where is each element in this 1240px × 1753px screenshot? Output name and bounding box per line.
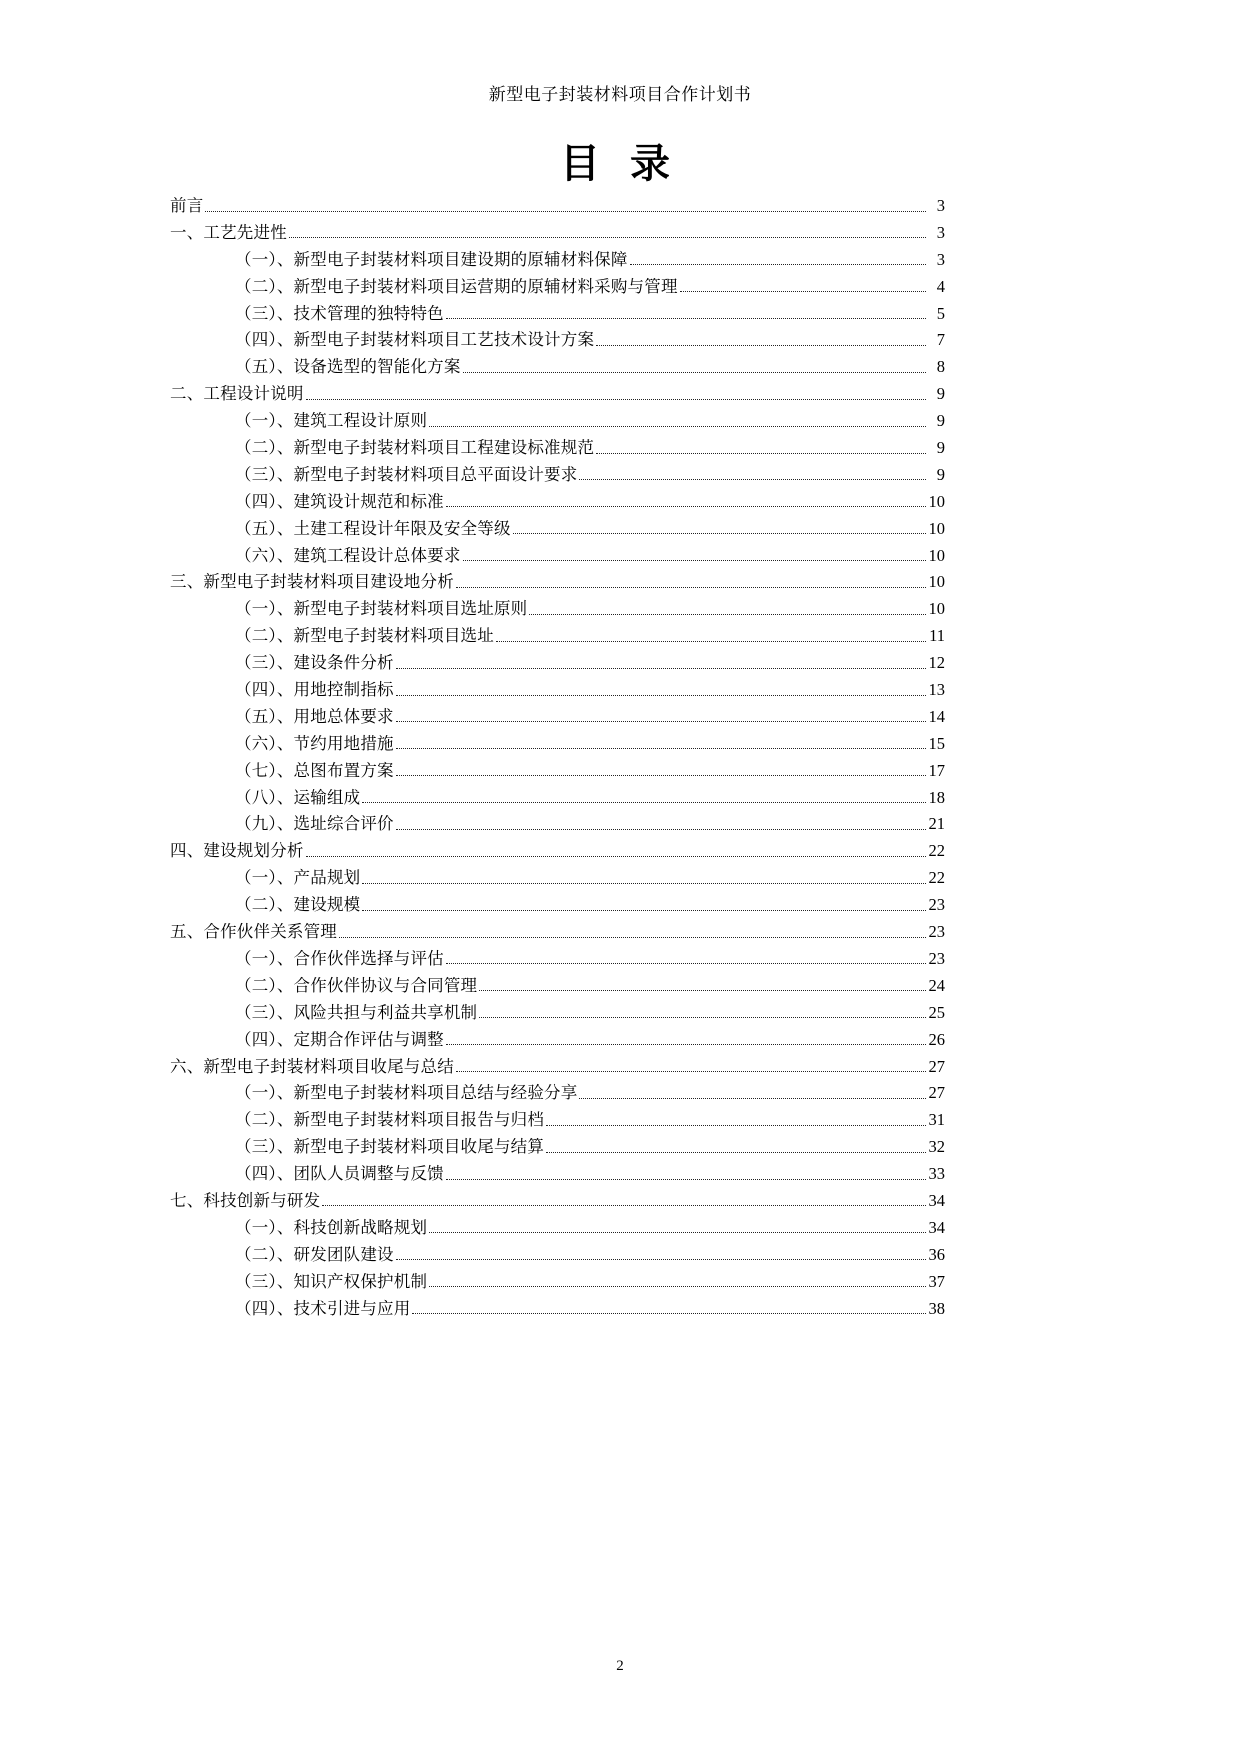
toc-entry-page-number: 12 [928,653,945,673]
toc-entry-page-number: 21 [928,814,945,834]
toc-leader-dots [446,1178,926,1180]
toc-leader-dots [446,1043,926,1045]
toc-entry[interactable] [170,198,945,215]
toc-entry-label: 七、科技创新与研发 [170,1190,321,1210]
toc-leader-dots [513,532,926,534]
toc-leader-dots [463,371,926,373]
toc-entry-label: （二）、新型电子封装材料项目报告与归档 [235,1110,545,1130]
toc-entry-page-number: 3 [936,249,945,269]
toc-entry-page-number: 10 [928,572,945,592]
toc-entry-page-number: 9 [936,411,945,431]
toc-entry-label: 五、合作伙伴关系管理 [170,922,337,942]
toc-leader-dots [630,263,926,265]
toc-entry[interactable] [170,706,945,726]
toc-entry[interactable] [170,276,945,296]
toc-entry[interactable] [170,440,945,457]
toc-entry[interactable] [170,1029,945,1049]
toc-leader-dots [289,236,926,238]
toc-entry-page-number: 13 [928,680,945,700]
toc-entry-page-number: 9 [936,438,945,458]
toc-leader-dots [546,1124,926,1126]
toc-entry-label: （一）、合作伙伴选择与评估 [235,948,444,968]
toc-entry-label: （三）、建设条件分析 [235,653,394,673]
toc-leader-dots [680,290,926,292]
toc-leader-dots [396,667,926,669]
toc-entry[interactable] [170,1166,945,1183]
toc-entry-page-number: 23 [928,922,945,942]
toc-entry[interactable] [170,843,945,860]
toc-entry-label: （四）、技术引进与应用 [235,1298,411,1318]
toc-leader-dots [412,1312,926,1314]
toc-entry-label: 一、工艺先进性 [170,222,287,242]
toc-leader-dots [396,1258,926,1260]
toc-entry[interactable] [170,1002,945,1022]
toc-entry-label: （四）、定期合作评估与调整 [235,1029,444,1049]
toc-entry-page-number: 10 [928,491,945,511]
toc-entry[interactable] [170,1190,945,1210]
toc-entry[interactable] [170,1244,945,1264]
toc-entry[interactable] [170,628,945,645]
toc-entry-label: （五）、设备选型的智能化方案 [235,357,461,377]
toc-entry-label: （三）、风险共担与利益共享机制 [235,1002,478,1022]
toc-entry-page-number: 27 [928,1083,945,1103]
toc-entry-page-number: 5 [936,303,945,323]
table-of-contents [170,198,945,1327]
toc-entry-page-number: 32 [928,1137,945,1157]
toc-entry-page-number: 11 [929,626,945,646]
toc-entry-page-number: 25 [928,1002,945,1022]
toc-entry-page-number: 9 [936,384,945,404]
toc-entry-label: 二、工程设计说明 [170,384,304,404]
toc-leader-dots [396,828,926,830]
toc-entry-label: （二）、建设规模 [235,895,361,915]
toc-leader-dots [362,909,926,911]
page-header: 新型电子封装材料项目合作计划书 [488,85,752,104]
toc-entry[interactable] [170,386,945,403]
toc-entry-label: （七）、总图布置方案 [235,760,394,780]
toc-entry-label: 前言 [170,196,204,215]
toc-entry[interactable] [170,924,945,941]
toc-entry-label: 四、建设规划分析 [170,841,304,861]
toc-entry-label: （二）、合作伙伴协议与合同管理 [235,975,478,995]
toc-entry[interactable] [170,518,945,538]
toc-entry-page-number: 9 [936,464,945,484]
toc-entry-page-number: 8 [936,357,945,377]
toc-leader-dots [306,855,926,857]
toc-entry-page-number: 3 [936,196,945,215]
toc-entry[interactable] [170,1217,945,1237]
toc-entry[interactable] [170,760,945,780]
toc-entry-label: （一）、产品规划 [235,868,361,888]
toc-leader-dots [596,452,926,454]
toc-entry[interactable] [170,601,945,618]
toc-leader-dots [446,962,926,964]
toc-entry[interactable] [170,1298,945,1318]
toc-entry-label: （六）、节约用地措施 [235,733,394,753]
toc-entry-label: （九）、选址综合评价 [235,814,394,834]
toc-entry[interactable] [170,816,945,833]
toc-leader-dots [463,559,926,561]
toc-entry-page-number: 26 [928,1029,945,1049]
toc-entry-label: （二）、研发团队建设 [235,1244,394,1264]
toc-entry-page-number: 23 [928,948,945,968]
toc-entry[interactable] [170,682,945,699]
toc-entry[interactable] [170,249,945,269]
toc-entry-page-number: 4 [936,276,945,296]
page-number-footer: 2 [616,1658,624,1674]
toc-leader-dots [456,1070,926,1072]
toc-leader-dots [579,1097,926,1099]
toc-entry-label: （四）、用地控制指标 [235,680,394,700]
toc-entry-label: （二）、新型电子封装材料项目运营期的原辅材料采购与管理 [235,276,678,296]
toc-entry[interactable] [170,733,945,753]
toc-leader-dots [396,694,926,696]
toc-leader-dots [596,344,926,346]
toc-leader-dots [396,747,926,749]
toc-entry[interactable] [170,1139,945,1156]
toc-leader-dots [446,317,926,319]
toc-leader-dots [456,586,926,588]
toc-entry-page-number: 18 [928,787,945,807]
toc-entry-page-number: 7 [936,330,945,350]
toc-entry[interactable] [170,303,945,323]
toc-entry-page-number: 10 [928,599,945,619]
toc-entry-page-number: 33 [928,1164,945,1184]
toc-entry-label: （六）、建筑工程设计总体要求 [235,545,461,565]
toc-entry-label: （五）、用地总体要求 [235,706,394,726]
toc-leader-dots [396,774,926,776]
toc-entry-label: 三、新型电子封装材料项目建设地分析 [170,572,454,592]
toc-entry-page-number: 34 [928,1190,945,1210]
toc-entry-label: （一）、新型电子封装材料项目选址原则 [235,599,528,619]
toc-entry-page-number: 10 [928,518,945,538]
toc-leader-dots [322,1204,926,1206]
toc-entry-label: （五）、土建工程设计年限及安全等级 [235,518,511,538]
toc-entry-page-number: 31 [928,1110,945,1130]
toc-entry-label: （一）、科技创新战略规划 [235,1217,428,1237]
toc-leader-dots [446,505,926,507]
toc-leader-dots [429,1285,926,1287]
toc-entry-label: （一）、建筑工程设计原则 [235,411,428,431]
toc-entry[interactable] [170,948,945,968]
toc-leader-dots [546,1151,926,1153]
toc-entry[interactable] [170,1085,945,1102]
toc-entry-label: （三）、新型电子封装材料项目收尾与结算 [235,1137,545,1157]
toc-leader-dots [529,613,926,615]
toc-entry[interactable] [170,332,945,349]
toc-entry-page-number: 22 [928,868,945,888]
toc-leader-dots [429,425,926,427]
toc-entry[interactable] [170,222,945,242]
toc-leader-dots [579,478,926,480]
toc-leader-dots [205,210,926,212]
toc-entry[interactable] [170,413,945,430]
toc-entry-label: （四）、新型电子封装材料项目工艺技术设计方案 [235,330,595,350]
toc-entry[interactable] [170,545,945,565]
toc-entry-page-number: 3 [936,222,945,242]
toc-leader-dots [362,882,926,884]
toc-entry[interactable] [170,464,945,484]
toc-entry-page-number: 10 [928,545,945,565]
toc-entry-label: （二）、新型电子封装材料项目选址 [235,626,494,646]
toc-entry-label: （三）、技术管理的独特特色 [235,303,444,323]
toc-entry-label: （二）、新型电子封装材料项目工程建设标准规范 [235,438,595,458]
toc-entry-label: （三）、知识产权保护机制 [235,1271,428,1291]
toc-entry-label: （一）、新型电子封装材料项目总结与经验分享 [235,1083,578,1103]
toc-entry-page-number: 14 [928,706,945,726]
toc-entry-page-number: 34 [928,1217,945,1237]
toc-leader-dots [429,1231,926,1233]
toc-entry-label: （四）、团队人员调整与反馈 [235,1164,444,1184]
toc-leader-dots [496,640,926,642]
toc-entry[interactable] [170,491,945,511]
toc-leader-dots [396,720,926,722]
toc-entry-page-number: 24 [928,975,945,995]
toc-leader-dots [479,989,926,991]
toc-entry[interactable] [170,975,945,995]
toc-entry-label: （四）、建筑设计规范和标准 [235,491,444,511]
toc-entry-label: （一）、新型电子封装材料项目建设期的原辅材料保障 [235,249,628,269]
toc-entry-label: （八）、运输组成 [235,787,361,807]
toc-entry[interactable] [170,1271,945,1291]
toc-leader-dots [362,801,926,803]
toc-entry-page-number: 17 [928,760,945,780]
toc-entry-page-number: 27 [928,1056,945,1076]
toc-entry-page-number: 37 [928,1271,945,1291]
toc-leader-dots [306,398,926,400]
toc-entry-page-number: 15 [928,733,945,753]
toc-entry[interactable] [170,897,945,914]
toc-entry[interactable] [170,787,945,807]
toc-leader-dots [479,1016,926,1018]
toc-entry-page-number: 22 [928,841,945,861]
page-title: 目 录 [560,141,680,186]
toc-entry[interactable] [170,1056,945,1076]
toc-entry-page-number: 23 [928,895,945,915]
toc-leader-dots [339,936,926,938]
toc-entry[interactable] [170,1112,945,1129]
toc-entry-label: （三）、新型电子封装材料项目总平面设计要求 [235,464,578,484]
toc-entry-label: 六、新型电子封装材料项目收尾与总结 [170,1056,454,1076]
toc-entry[interactable] [170,870,945,887]
toc-entry[interactable] [170,574,945,591]
toc-entry-page-number: 36 [928,1244,945,1264]
toc-entry-page-number: 38 [928,1298,945,1318]
toc-entry[interactable] [170,655,945,672]
toc-entry[interactable] [170,359,945,376]
